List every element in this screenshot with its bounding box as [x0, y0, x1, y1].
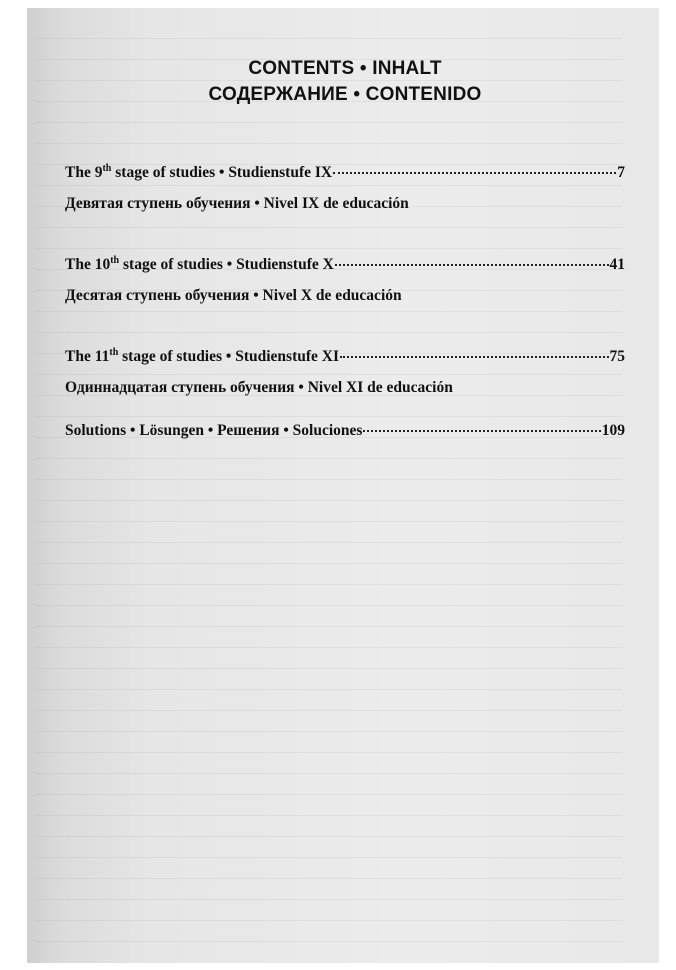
bleed-through-line: [35, 899, 623, 900]
bleed-through-line: [35, 311, 623, 312]
page-number: 109: [601, 422, 625, 439]
toc-heading: [65, 56, 625, 108]
bleed-through-line: [35, 731, 623, 732]
page-number: 7: [617, 164, 625, 181]
toc-entry-stage-10: [65, 256, 625, 305]
bleed-through-line: [35, 752, 623, 753]
bleed-through-line: [35, 143, 623, 144]
bleed-through-line: [35, 38, 623, 39]
dot-leader: [335, 264, 609, 266]
bleed-through-line: [35, 710, 623, 711]
bleed-through-line: [35, 416, 623, 417]
table-of-contents: [65, 56, 625, 439]
toc-entry-title: The 11th stage of studies • Studienstufe XI: [65, 346, 339, 365]
bleed-through-line: [35, 626, 623, 627]
bleed-through-line: [35, 332, 623, 333]
toc-entry-subtitle: Десятая ступень обучения • Nivel X de educación: [65, 287, 402, 304]
bleed-through-line: [35, 521, 623, 522]
toc-entry-title: The 9th stage of studies • Studienstufe IX: [65, 162, 333, 181]
bleed-through-line: [35, 479, 623, 480]
bleed-through-line: [35, 647, 623, 648]
dot-leader: [333, 172, 616, 174]
bleed-through-line: [35, 878, 623, 879]
bleed-through-line: [35, 836, 623, 837]
bleed-through-line: [35, 794, 623, 795]
bleed-through-line: [35, 500, 623, 501]
toc-entry-stage-11: [65, 348, 625, 397]
bleed-through-line: [35, 857, 623, 858]
bleed-through-line: [35, 668, 623, 669]
toc-entry-subtitle: Одиннадцатая ступень обучения • Nivel XI de educación: [65, 379, 453, 396]
bleed-through-line: [35, 122, 623, 123]
bleed-through-line: [35, 563, 623, 564]
bleed-through-line: [35, 920, 623, 921]
bleed-through-line: [35, 248, 623, 249]
toc-heading-line-2: СОДЕРЖАНИЕ • CONTENIDO: [208, 84, 482, 105]
bleed-through-line: [35, 458, 623, 459]
book-page: [27, 8, 659, 963]
dot-leader: [363, 430, 600, 432]
bleed-through-line: [35, 689, 623, 690]
toc-entry-subtitle: Девятая ступень обучения • Nivel IX de educación: [65, 195, 409, 212]
page-number: 75: [609, 348, 625, 365]
toc-heading-line-1: CONTENTS • INHALT: [248, 58, 442, 79]
bleed-through-line: [35, 815, 623, 816]
bleed-through-line: [35, 542, 623, 543]
page-number: 41: [609, 256, 625, 273]
toc-entry-title: Solutions • Lösungen • Решения • Soluciones: [65, 422, 363, 439]
bleed-through-line: [35, 584, 623, 585]
bleed-through-line: [35, 605, 623, 606]
bleed-through-line: [35, 227, 623, 228]
toc-entry-solutions: [65, 422, 625, 440]
dot-leader: [340, 356, 609, 358]
toc-entry-title: The 10th stage of studies • Studienstufe X: [65, 254, 334, 273]
bleed-through-line: [35, 941, 623, 942]
bleed-through-line: [35, 773, 623, 774]
toc-entry-stage-9: [65, 164, 625, 213]
